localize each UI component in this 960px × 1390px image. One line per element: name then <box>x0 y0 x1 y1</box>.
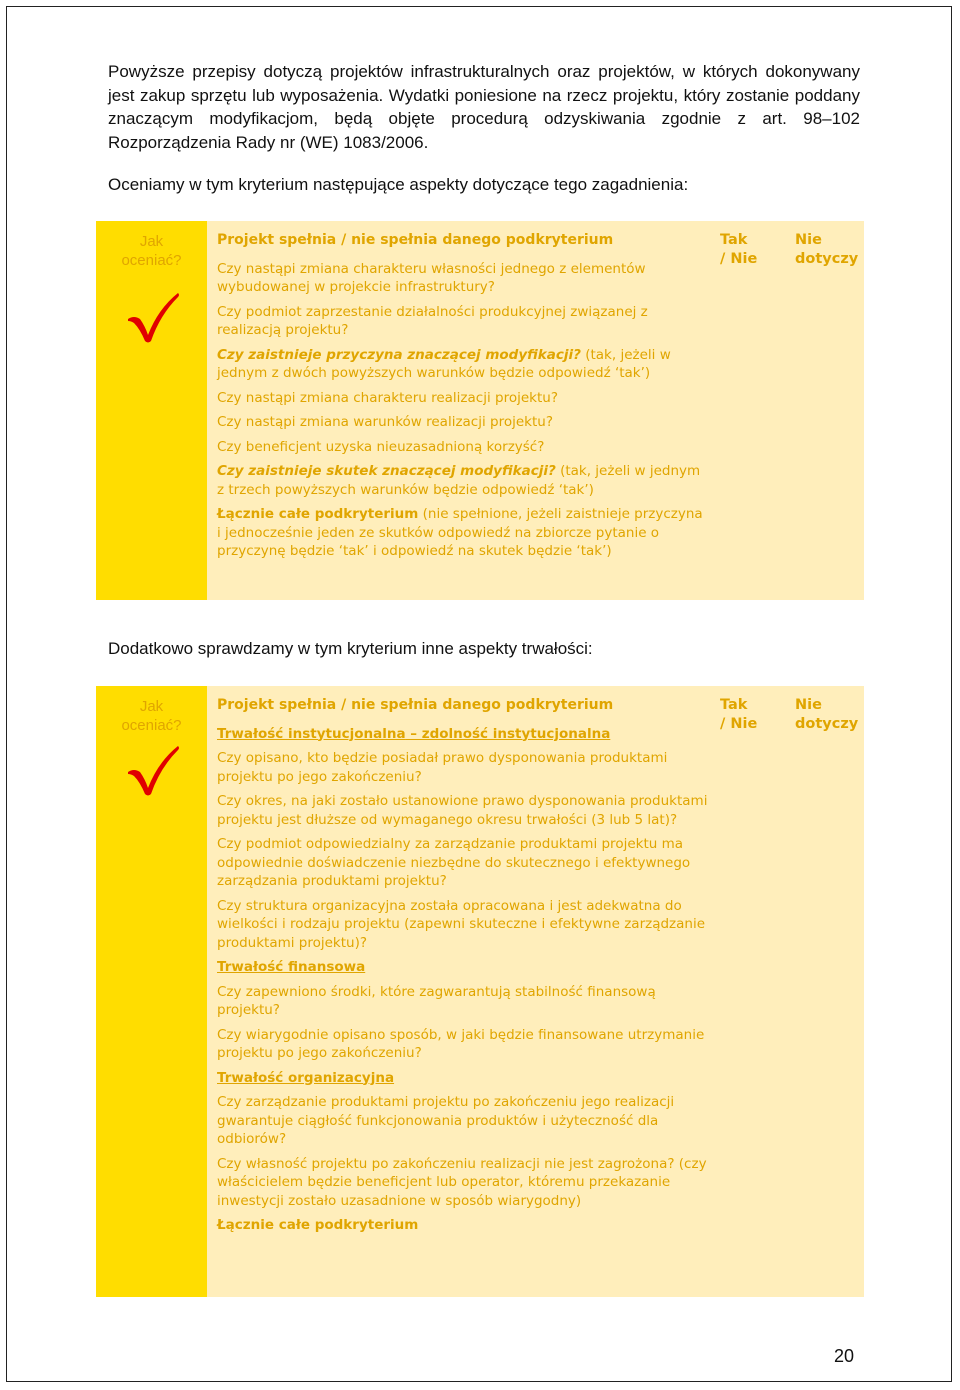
page-number: 20 <box>834 1346 855 1366</box>
list-item: Czy opisano, kto będzie posiadał prawo dysponowania produktami projektu po jego zakończeniu? <box>217 750 668 785</box>
criteria-column <box>207 221 710 600</box>
list-item: Czy beneficjent uzyska nieuzasadnioną korzyść? <box>217 438 545 455</box>
subheading-financial: Trwałość finansowa <box>217 959 366 975</box>
subheading-organizational: Trwałość organizacyjna <box>217 1069 395 1086</box>
oceniac-label: oceniać? <box>121 717 182 734</box>
list-item: Czy okres, na jaki zostało ustanowione prawo dysponowania produktami projektu jest dłuższe od wymaganego okresu trwałości (3 lub 5 lat)? <box>217 793 708 828</box>
section2-heading: Dodatkowo sprawdzamy w tym kryterium inne aspekty trwałości: <box>108 639 593 658</box>
jak-label: Jak <box>139 698 164 715</box>
jak-label: Jak <box>139 233 164 250</box>
list-item: Czy wiarygodnie opisano sposób, w jaki będzie finansowane utrzymanie projektu po jego zakończeniu? <box>217 1026 705 1061</box>
list-item: Czy zaistnieje przyczyna znaczącej modyfikacji? (tak, jeżeli w jednym z dwóch powyższych warunków będzie odpowiedź ‘tak’) <box>217 346 671 381</box>
checkmark-icon <box>124 742 180 798</box>
list-item: Czy zapewniono środki, które zagwarantują stabilność finansową projektu? <box>217 983 656 1018</box>
not-applicable-column: Nie dotyczy <box>795 697 859 732</box>
list-item: Czy nastąpi zmiana charakteru realizacji projektu? <box>217 389 558 406</box>
subheading-institutional: Trwałość instytucjonalna – zdolność instytucjonalna <box>217 725 611 742</box>
section1-heading: Oceniamy w tym kryterium następujące aspekty dotyczące tego zagadnienia: <box>108 175 689 194</box>
intro-paragraph: Powyższe przepisy dotyczą projektów infrastrukturalnych oraz projektów, w których dokonywany jest zakup sprzętu lub wyposażenia. Wydatki poniesione na rzecz projektu, który zostanie poddany znaczącym modyfikacjom, będą objęte procedurą odzyskiwania zgodnie z art. 98–102 Rozporządzenia Rady nr (WE) 1083/2006. <box>108 62 860 152</box>
list-item: Czy własność projektu po zakończeniu realizacji nie jest zagrożona? (czy właścicielem będzie beneficjent lub operator, któremu przekazanie inwestycji zostało uzasadnione w sposób wiarygodny) <box>217 1155 707 1209</box>
list-item: Czy nastąpi zmiana charakteru własności jednego z elementów wybudowanej w projekcie infrastruktury? <box>217 260 646 295</box>
oceniac-label: oceniać? <box>121 252 182 269</box>
criteria-table-1 <box>96 221 864 600</box>
yes-no-column: Tak / Nie <box>720 232 758 267</box>
list-item: Czy zaistnieje skutek znaczącej modyfikacji? (tak, jeżeli w jednym z trzech powyższych warunków będzie odpowiedź ‘tak’) <box>217 463 701 498</box>
criteria-column <box>207 686 710 1297</box>
not-applicable-column: Nie dotyczy <box>795 232 859 267</box>
criteria-table-2 <box>96 686 864 1297</box>
list-item: Czy podmiot zaprzestanie działalności produkcyjnej związanej z realizacją projektu? <box>217 303 648 338</box>
yes-no-column: Tak / Nie <box>720 697 758 732</box>
how-to-assess-column <box>96 221 207 600</box>
list-item: Czy podmiot odpowiedzialny za zarządzanie produktami projektu ma odpowiednie doświadczenie niezbędne do skutecznego i efektywnego zarządzania produktami projektu? <box>217 836 691 889</box>
criteria-header: Projekt spełnia / nie spełnia danego podkryterium <box>217 232 614 248</box>
total-criterion: Łącznie całe podkryterium <box>217 1217 419 1233</box>
checkmark-icon <box>124 289 180 345</box>
list-item: Czy nastąpi zmiana warunków realizacji projektu? <box>217 414 553 430</box>
list-item: Łącznie całe podkryterium (nie spełnione, jeżeli zaistnieje przyczyna i jednocześnie jeden ze skutków odpowiedź na zbiorcze pytanie o przyczynę będzie ‘tak’ i odpowiedź na skutek będzie ‘tak’) <box>217 506 703 559</box>
criteria-header: Projekt spełnia / nie spełnia danego podkryterium <box>217 697 614 713</box>
list-item: Czy struktura organizacyjna została opracowana i jest adekwatna do wielkości i rodzaju projektu (zapewni skuteczne i efektywne zarządzanie produktami projektu)? <box>217 897 706 951</box>
how-to-assess-column <box>96 686 207 1297</box>
list-item: Czy zarządzanie produktami projektu po zakończeniu jego realizacji gwarantuje ciągłość funkcjonowania produktów i użyteczność dla odbiorów? <box>217 1094 675 1147</box>
